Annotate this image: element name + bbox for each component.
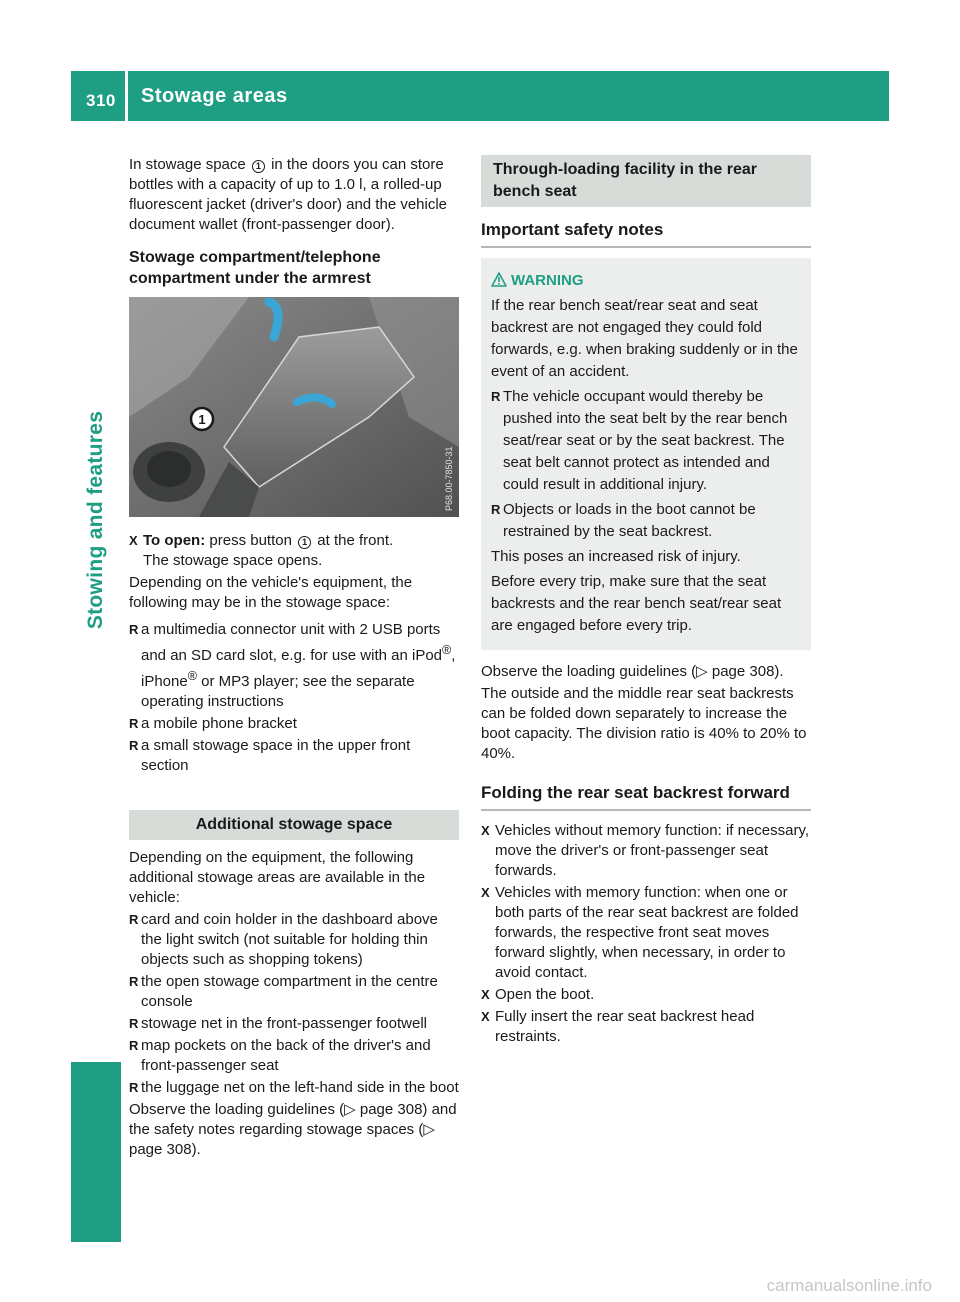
warning-advice-text: Before every trip, make sure that the seat backrests and the rear bench seat/rear seat are engaged before every trip. bbox=[491, 573, 782, 634]
chapter-side-tab bbox=[71, 130, 121, 1242]
step-item: X Fully insert the rear seat backrest head restraints. bbox=[481, 1007, 811, 1047]
watermark: carmanualsonline.info bbox=[766, 1276, 932, 1295]
left-column bbox=[129, 155, 459, 1167]
page-header bbox=[71, 71, 889, 121]
list-item: R stowage net in the front-passenger footwell bbox=[129, 1014, 459, 1034]
through-loading-heading: Through-loading facility in the rear bench seat bbox=[481, 155, 811, 207]
list-item: R card and coin holder in the dashboard above the light switch (not suitable for holding thin objects such as shopping tokens) bbox=[129, 910, 459, 970]
page-ref-arrow-icon: ▷ bbox=[696, 663, 708, 680]
folding-steps bbox=[481, 821, 811, 1047]
list-item: R the open stowage compartment in the centre console bbox=[129, 972, 459, 1012]
list-item: R a multimedia connector unit with 2 USB ports and an SD card slot, e.g. for use with an iPod®, iPhone® or MP3 player; see the separate operating instructions bbox=[129, 620, 459, 712]
folding-heading: Folding the rear seat backrest forward bbox=[481, 782, 811, 811]
image-reference-code: P68.00-7850-31 bbox=[444, 446, 454, 511]
list-item: R a mobile phone bracket bbox=[129, 714, 459, 734]
step-item: X Open the boot. bbox=[481, 985, 811, 1005]
list-item: R The vehicle occupant would thereby be pushed into the seat belt by the rear bench seat/rear seat or by the seat backrest. The seat belt cannot protect as intended and could result in additional injury. bbox=[491, 386, 801, 496]
warning-header bbox=[491, 270, 801, 292]
warning-label: WARNING bbox=[511, 272, 584, 289]
page-number: 310 bbox=[86, 91, 116, 110]
armrest-heading: Stowage compartment/telephone compartment under the armrest bbox=[129, 249, 381, 287]
right-column bbox=[481, 155, 811, 1049]
additional-stowage-list bbox=[129, 910, 459, 1098]
section-title: Stowage areas bbox=[141, 85, 288, 107]
step-result: The stowage space opens. bbox=[143, 552, 323, 569]
armrest-contents-list bbox=[129, 620, 459, 776]
armrest-illustration bbox=[129, 297, 459, 517]
header-separator bbox=[125, 71, 128, 121]
list-item: R Objects or loads in the boot cannot be restrained by the seat backrest. bbox=[491, 499, 801, 543]
warning-triangle-icon bbox=[491, 272, 507, 287]
safety-notes-heading: Important safety notes bbox=[481, 219, 811, 248]
page-ref-arrow-icon: ▷ bbox=[423, 1121, 435, 1138]
list-item: R map pockets on the back of the driver's and front-passenger seat bbox=[129, 1036, 459, 1076]
warning-text: If the rear bench seat/rear seat and seat backrest are not engaged they could fold forwards, e.g. when braking suddenly or in the event of an accident. bbox=[491, 297, 798, 380]
additional-stowage-heading: Additional stowage space bbox=[129, 810, 459, 840]
step-item: X Vehicles without memory function: if necessary, move the driver's or front-passenger seat forwards. bbox=[481, 821, 811, 881]
list-item: R the luggage net on the left-hand side in the boot bbox=[129, 1078, 459, 1098]
list-item: R a small stowage space in the upper front section bbox=[129, 736, 459, 776]
chapter-marker bbox=[71, 1062, 121, 1242]
step-item: X Vehicles with memory function: when one or both parts of the rear seat backrest are folded forwards, the respective front seat moves forward slightly, when necessary, in order to avoid contact. bbox=[481, 883, 811, 983]
warning-list bbox=[491, 386, 801, 543]
open-steps bbox=[129, 531, 459, 571]
warning-box bbox=[481, 258, 811, 650]
page-ref-arrow-icon: ▷ bbox=[344, 1101, 356, 1118]
warning-risk-text: This poses an increased risk of injury. bbox=[491, 548, 741, 565]
equipment-text: Depending on the vehicle's equipment, the following may be in the stowage space: bbox=[129, 574, 413, 611]
step-open: X To open: press button 1 at the front. The stowage space opens. bbox=[129, 531, 459, 571]
split-backrest-text: The outside and the middle rear seat backrests can be folded down separately to increase the boot capacity. The division ratio is 40% to 20% to 40%. bbox=[481, 685, 807, 762]
observe-guidelines-text: Observe the loading guidelines (▷ page 308). bbox=[481, 663, 784, 680]
callout-1-icon: 1 bbox=[252, 160, 265, 173]
door-stowage-text: In stowage space 1 in the doors you can store bottles with a capacity of up to 1.0 l, a rolled-up fluorescent jacket (driver's door) and the vehicle document wallet (front-passenger door). bbox=[129, 156, 448, 233]
additional-intro: Depending on the equipment, the following additional stowage areas are available in the vehicle: bbox=[129, 849, 426, 906]
photo-callout-1: 1 bbox=[198, 412, 206, 427]
chapter-label: Stowing and features bbox=[84, 410, 107, 630]
observe-guidelines-text: Observe the loading guidelines (▷ page 308) and the safety notes regarding stowage spaces (▷ page 308). bbox=[129, 1101, 457, 1158]
armrest-photo bbox=[129, 297, 459, 517]
callout-1-icon: 1 bbox=[298, 536, 311, 549]
